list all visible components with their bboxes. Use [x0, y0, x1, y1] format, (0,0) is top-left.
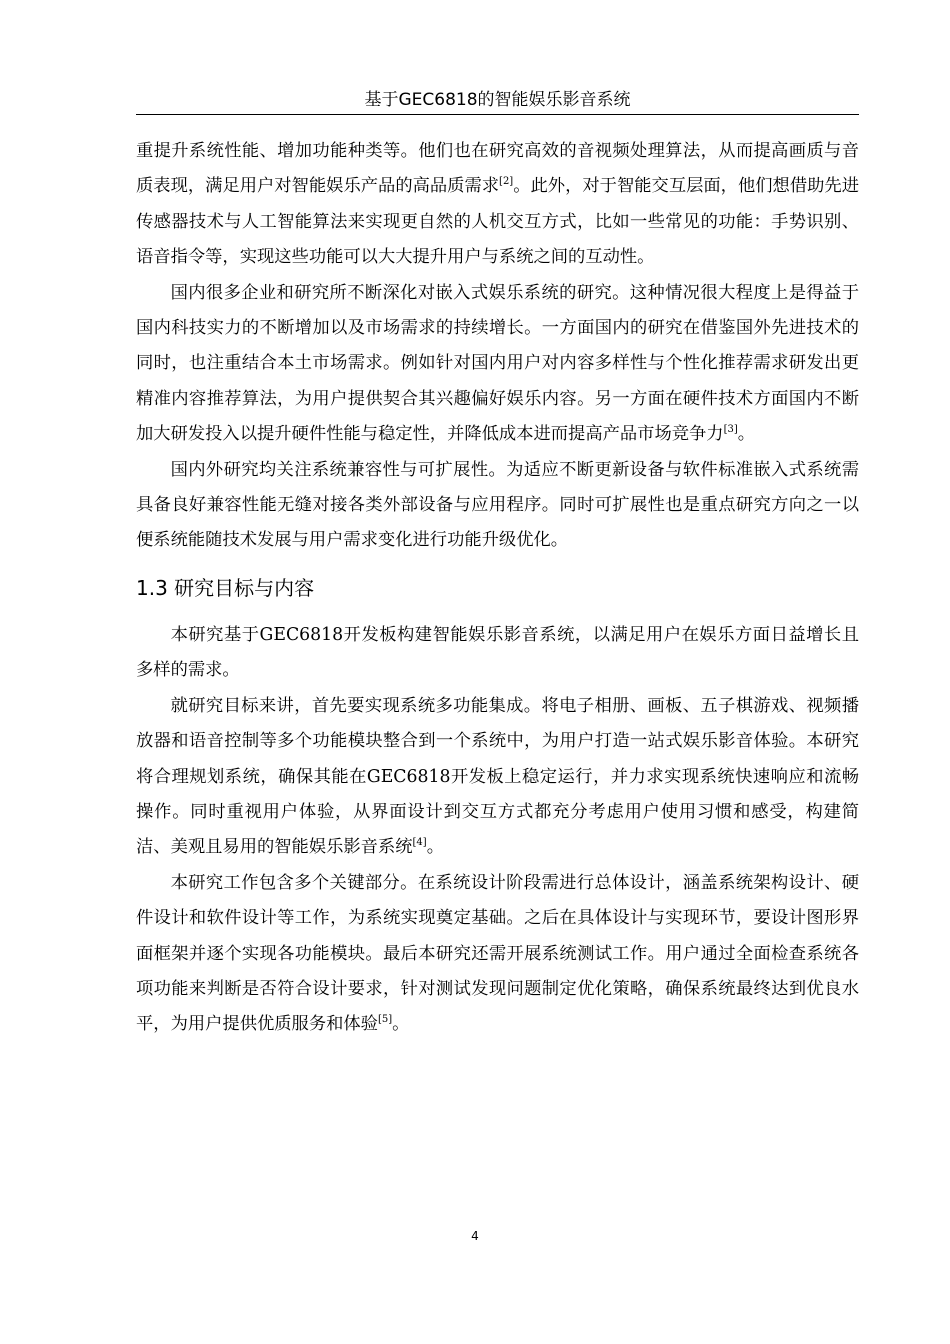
paragraph-text: 。: [426, 837, 444, 858]
paragraph-text: 国内外研究均关注系统兼容性与可扩展性。为适应不断更新设备与软件标准嵌入式系统需具备良好兼容性能无缝对接各类外部设备与应用程序。同时可扩展性也是重点研究方向之一以便系统能随技术发展与用户需求变化进行功能升级优化。: [136, 459, 859, 551]
paragraph: [136, 276, 859, 453]
paragraph-text: 国内很多企业和研究所不断深化对嵌入式娱乐系统的研究。这种情况很大程度上是得益于国内科技实力的不断增加以及市场需求的持续增长。一方面国内的研究在借鉴国外先进技术的同时，也注重结合本土市场需求。例如针对国内用户对内容多样性与个性化推荐需求研发出更精准内容推荐算法，为用户提供契合其兴趣偏好娱乐内容。另一方面在硬件技术方面国内不断加大研发投入以提升硬件性能与稳定性，并降低成本进而提高产品市场竞争力: [136, 282, 859, 445]
paragraph-text: 。此外，对于智能交互层面，他们想借助先进传感器技术与人工智能算法来实现更自然的人机交互方式，比如一些常见的功能：手势识别、语音指令等，实现这些功能可以大大提升用户与系统之间的互动性。: [136, 176, 859, 268]
paragraph-text: 本研究基于GEC6818开发板构建智能娱乐影音系统，以满足用户在娱乐方面日益增长且多样的需求。: [136, 624, 859, 681]
paragraph-continued: [136, 134, 859, 276]
header-rule: [136, 114, 859, 115]
paragraph-text: 。: [392, 1014, 410, 1035]
paragraph-text: 重提升系统性能、增加功能种类等。他们也在研究高效的音视频处理算法，从而提高画质与音质表现，满足用户对智能娱乐产品的高品质需求: [136, 141, 859, 197]
page-number: 4: [471, 1229, 479, 1243]
body-text: [136, 134, 859, 1043]
citation-ref: [3]: [723, 424, 738, 436]
paragraph: [136, 866, 859, 1043]
paragraph: [136, 453, 859, 559]
paragraph-text: 本研究工作包含多个关键部分。在系统设计阶段需进行总体设计，涵盖系统架构设计、硬件设计和软件设计等工作，为系统实现奠定基础。之后在具体设计与实现环节，要设计图形界面框架并逐个实现各功能模块。最后本研究还需开展系统测试工作。用户通过全面检查系统各项功能来判断是否符合设计要求，针对测试发现问题制定优化策略，确保系统最终达到优良水平，为用户提供优质服务和体验: [136, 872, 859, 1035]
paragraph-text: 就研究目标来讲，首先要实现系统多功能集成。将电子相册、画板、五子棋游戏、视频播放器和语音控制等多个功能模块整合到一个系统中，为用户打造一站式娱乐影音体验。本研究将合理规划系统，确保其能在GEC6818开发板上稳定运行，并力求实现系统快速响应和流畅操作。同时重视用户体验，从界面设计到交互方式都充分考虑用户使用习惯和感受，构建简洁、美观且易用的智能娱乐影音系统: [136, 695, 859, 858]
paragraph: [136, 618, 859, 689]
running-header: 基于GEC6818的智能娱乐影音系统: [364, 90, 631, 110]
paragraph: [136, 689, 859, 866]
citation-ref: [5]: [377, 1014, 393, 1026]
section-heading: 1.3 研究目标与内容: [136, 575, 315, 600]
paragraph-text: 。: [737, 424, 756, 445]
citation-ref: [4]: [412, 837, 427, 849]
citation-ref: [2]: [499, 176, 514, 188]
